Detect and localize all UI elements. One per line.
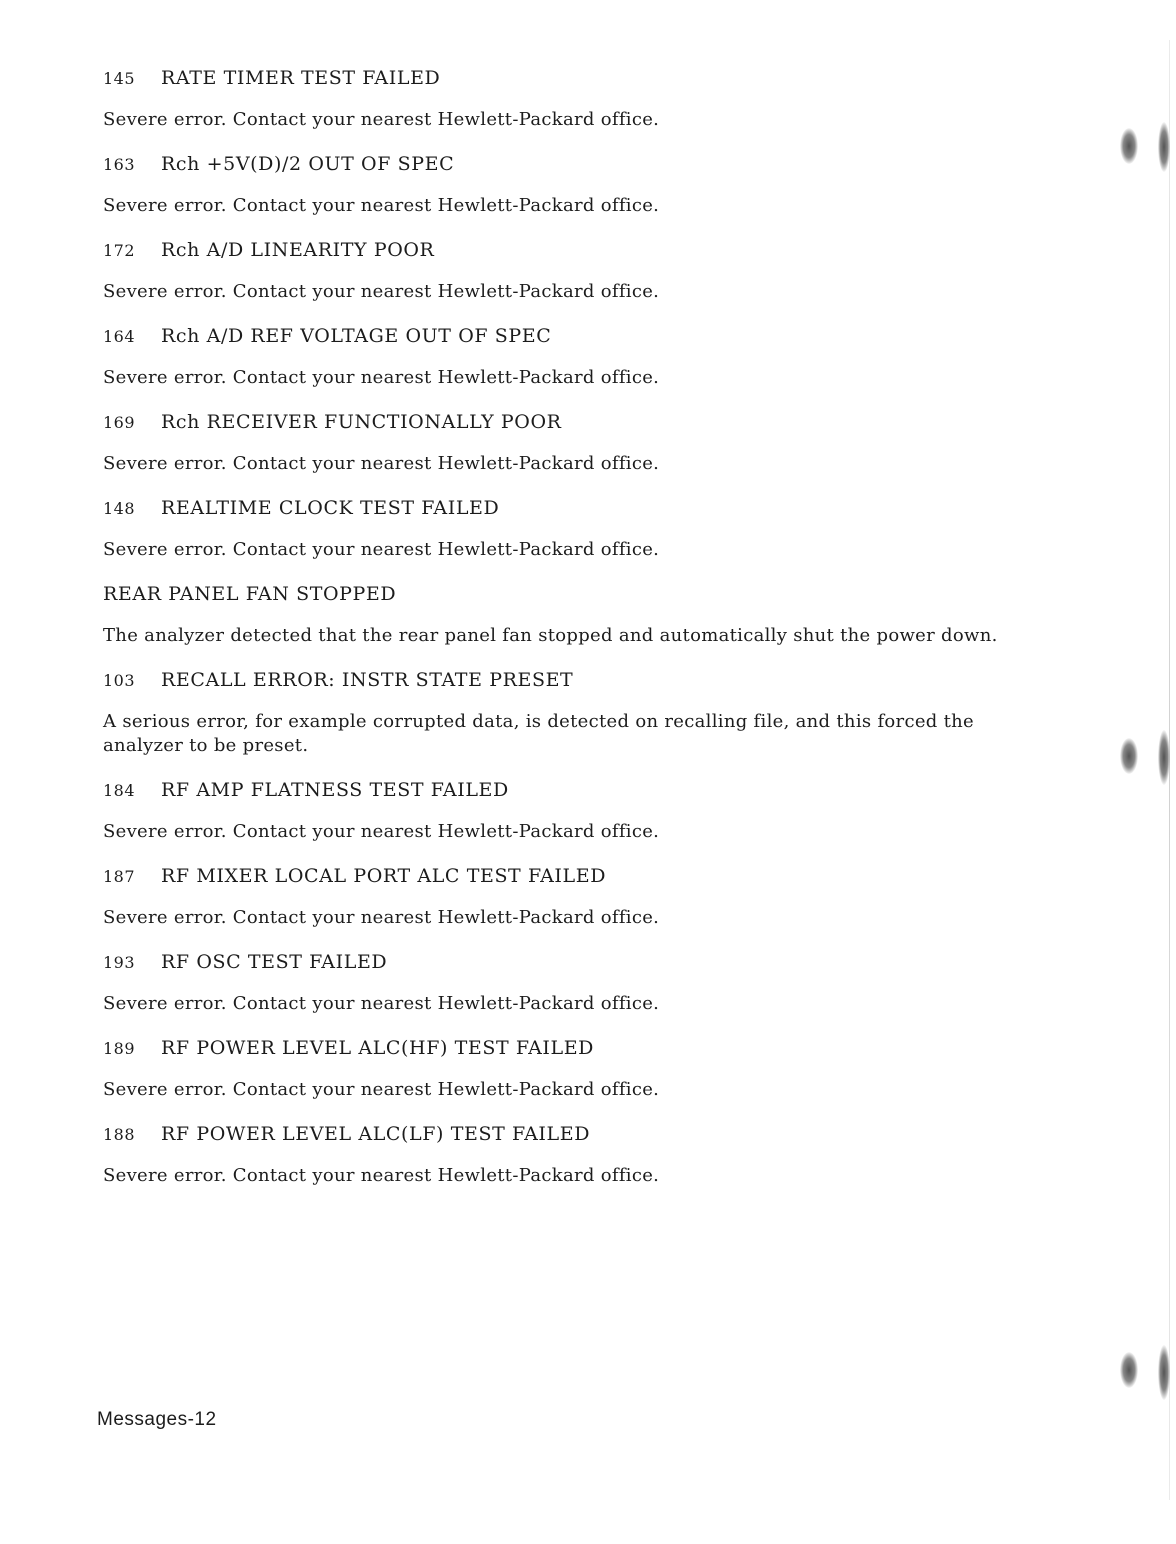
message-title: Rch A/D REF VOLTAGE OUT OF SPEC — [161, 325, 552, 347]
message-code: 163 — [103, 155, 136, 174]
binder-hole-mark — [1120, 1352, 1138, 1388]
message-heading — [103, 580, 1003, 608]
message-description: Severe error. Contact your nearest Hewlett-Packard office. — [103, 453, 660, 474]
message-heading — [103, 64, 1003, 92]
message-title: RATE TIMER TEST FAILED — [161, 67, 441, 89]
message-entry — [103, 236, 1003, 304]
message-description: A serious error, for example corrupted data, is detected on recalling file, and this forced the analyzer to be preset. — [103, 711, 975, 756]
message-title: RF MIXER LOCAL PORT ALC TEST FAILED — [161, 865, 607, 887]
message-heading — [103, 948, 1003, 976]
message-entry — [103, 408, 1003, 476]
message-description: Severe error. Contact your nearest Hewlett-Packard office. — [103, 821, 660, 842]
binder-hole-mark — [1120, 128, 1138, 164]
message-entry — [103, 776, 1003, 844]
message-heading — [103, 150, 1003, 178]
message-code: 172 — [103, 241, 136, 260]
message-code: 184 — [103, 781, 136, 800]
message-entry — [103, 1034, 1003, 1102]
message-code: 188 — [103, 1125, 136, 1144]
message-entry — [103, 862, 1003, 930]
message-title: RECALL ERROR: INSTR STATE PRESET — [161, 669, 574, 691]
message-code: 169 — [103, 413, 136, 432]
message-description: Severe error. Contact your nearest Hewlett-Packard office. — [103, 281, 660, 302]
message-code: 193 — [103, 953, 136, 972]
message-title: RF AMP FLATNESS TEST FAILED — [161, 779, 509, 801]
message-heading — [103, 666, 1003, 694]
message-description: Severe error. Contact your nearest Hewlett-Packard office. — [103, 907, 660, 928]
message-description: The analyzer detected that the rear panel fan stopped and automatically shut the power down. — [103, 625, 998, 646]
message-entry — [103, 580, 1003, 648]
message-description: Severe error. Contact your nearest Hewlett-Packard office. — [103, 539, 660, 560]
message-entry — [103, 494, 1003, 562]
message-title: RF POWER LEVEL ALC(HF) TEST FAILED — [161, 1037, 595, 1059]
message-heading — [103, 862, 1003, 890]
binder-hole-mark — [1120, 738, 1138, 774]
message-heading — [103, 322, 1003, 350]
message-description: Severe error. Contact your nearest Hewlett-Packard office. — [103, 109, 660, 130]
message-heading — [103, 408, 1003, 436]
message-title: REAR PANEL FAN STOPPED — [103, 583, 397, 605]
message-entry — [103, 322, 1003, 390]
message-heading — [103, 494, 1003, 522]
message-description: Severe error. Contact your nearest Hewlett-Packard office. — [103, 195, 660, 216]
message-code: 187 — [103, 867, 136, 886]
message-heading — [103, 776, 1003, 804]
message-heading — [103, 1034, 1003, 1062]
page-number: Messages-12 — [97, 1409, 217, 1430]
message-title: Rch A/D LINEARITY POOR — [161, 239, 435, 261]
page-edge — [1169, 40, 1170, 1500]
message-code: 164 — [103, 327, 136, 346]
message-description: Severe error. Contact your nearest Hewlett-Packard office. — [103, 367, 660, 388]
message-heading — [103, 236, 1003, 264]
message-title: Rch RECEIVER FUNCTIONALLY POOR — [161, 411, 562, 433]
message-list — [103, 64, 1003, 1206]
message-entry — [103, 150, 1003, 218]
message-code: 103 — [103, 671, 136, 690]
message-description: Severe error. Contact your nearest Hewlett-Packard office. — [103, 993, 660, 1014]
message-description: Severe error. Contact your nearest Hewlett-Packard office. — [103, 1165, 660, 1186]
message-entry — [103, 64, 1003, 132]
message-heading — [103, 1120, 1003, 1148]
message-entry — [103, 948, 1003, 1016]
message-code: 189 — [103, 1039, 136, 1058]
message-title: Rch +5V(D)/2 OUT OF SPEC — [161, 153, 455, 175]
message-title: REALTIME CLOCK TEST FAILED — [161, 497, 500, 519]
message-code: 148 — [103, 499, 136, 518]
message-entry — [103, 666, 1003, 758]
message-entry — [103, 1120, 1003, 1188]
message-title: RF OSC TEST FAILED — [161, 951, 388, 973]
message-code: 145 — [103, 69, 136, 88]
message-description: Severe error. Contact your nearest Hewlett-Packard office. — [103, 1079, 660, 1100]
message-title: RF POWER LEVEL ALC(LF) TEST FAILED — [161, 1123, 591, 1145]
